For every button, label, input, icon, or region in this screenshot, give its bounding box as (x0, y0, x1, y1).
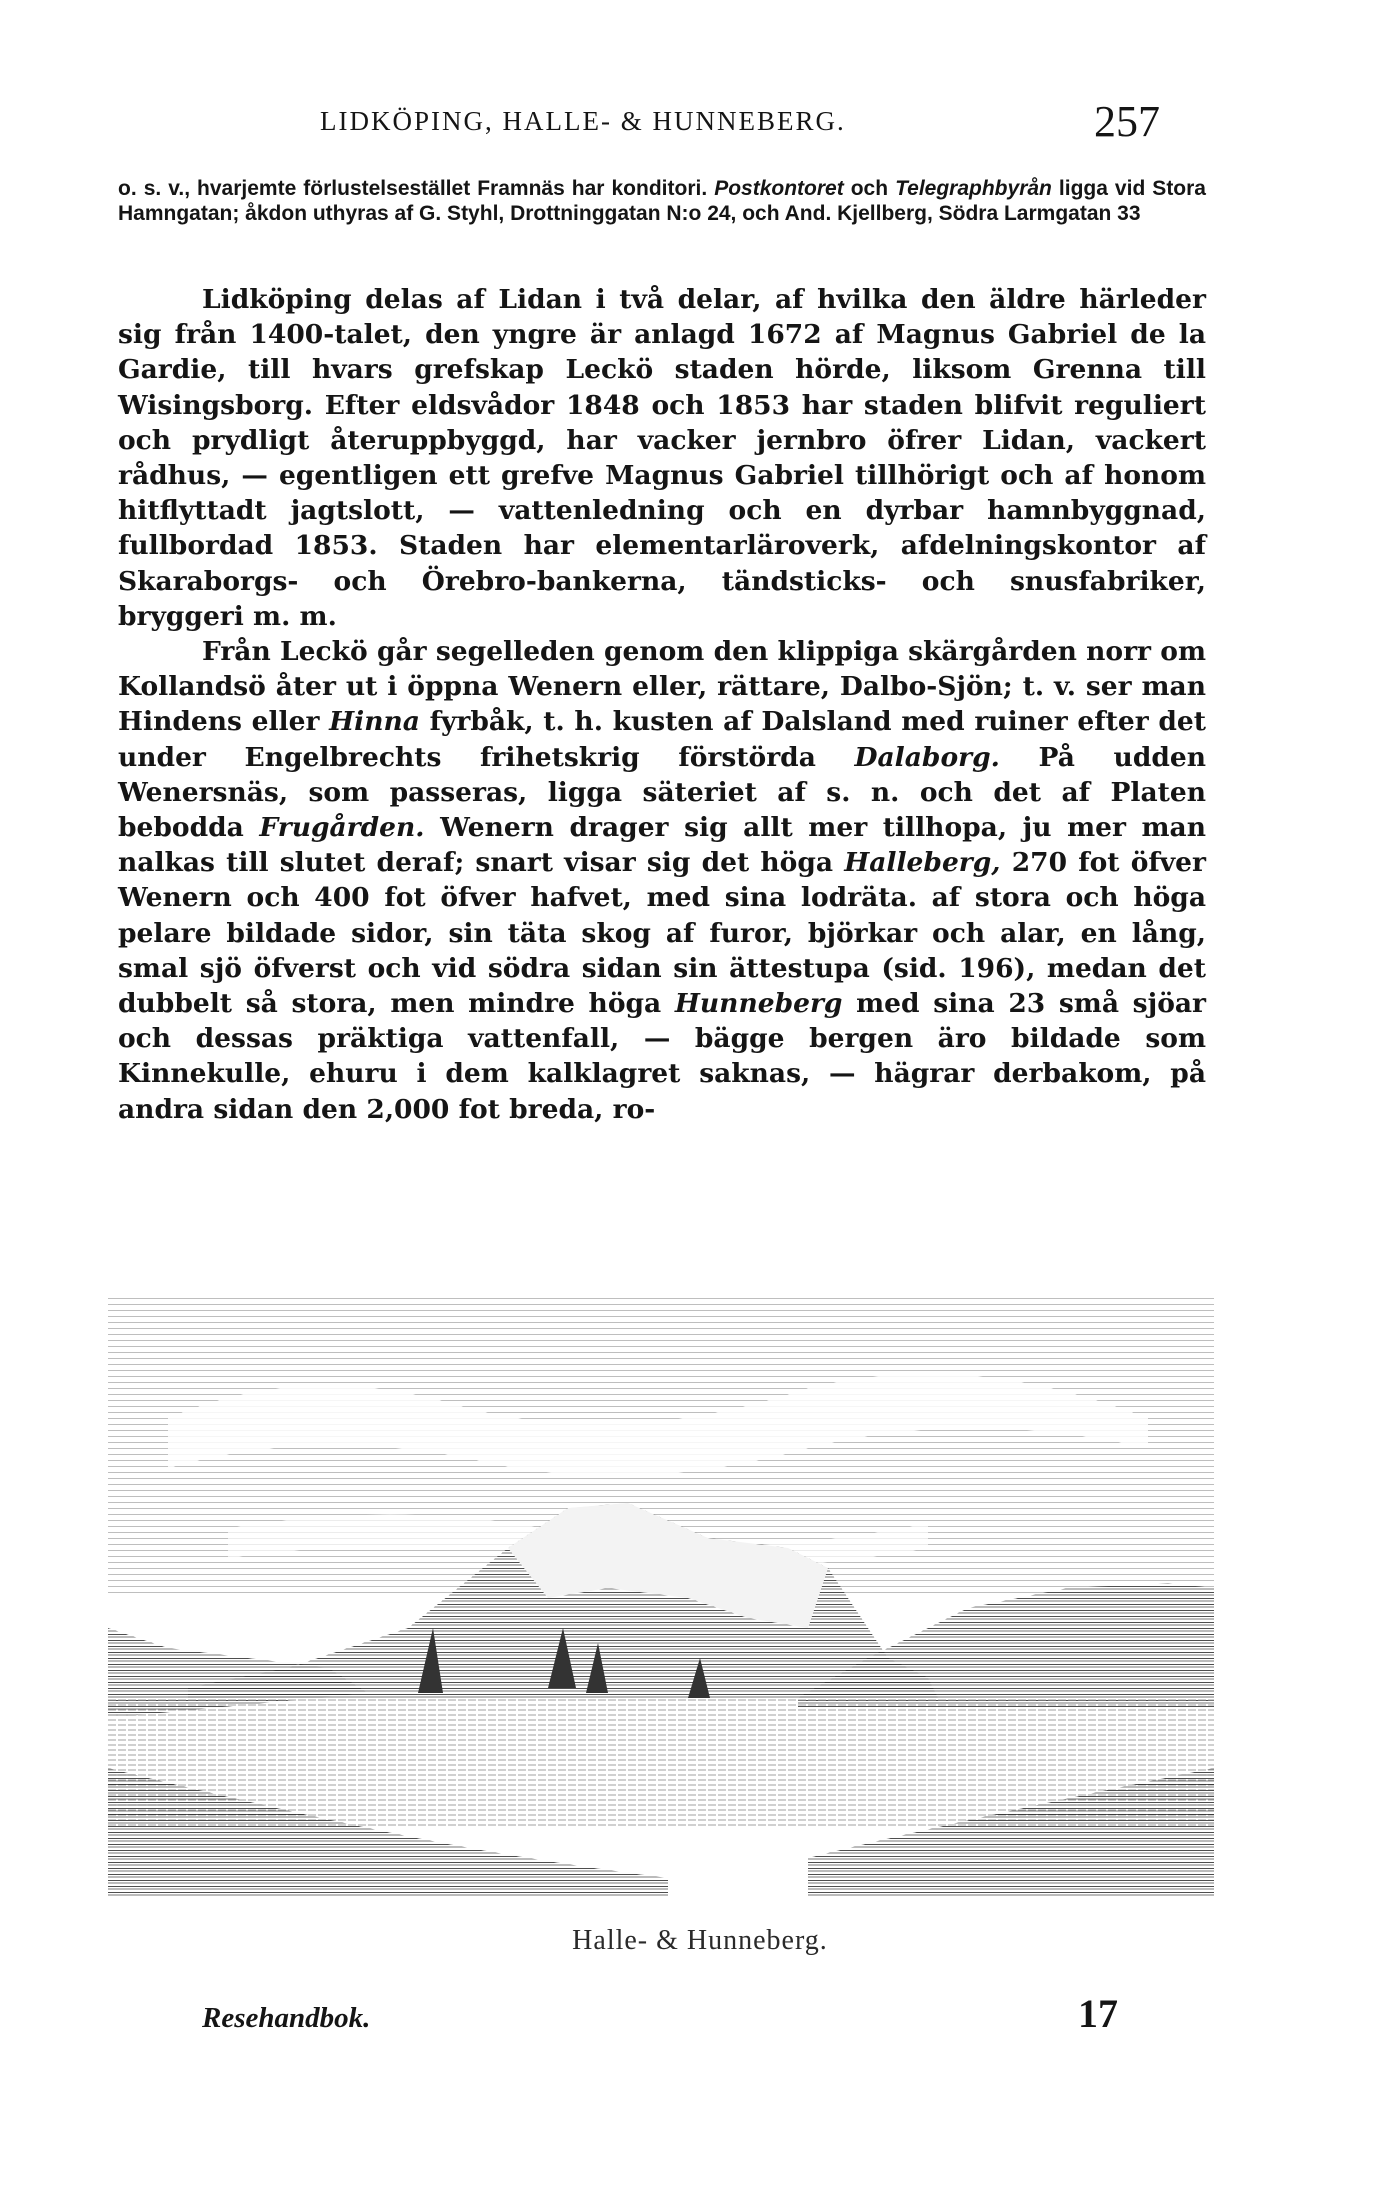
p2-s4: Wenern drager sig allt mer tillhopa, ju mer man nalkas till slutet deraf; snart visar sig det höga (118, 812, 1206, 879)
footer-signature: 17 (1078, 1991, 1118, 2036)
p2-s3: På udden Wenersnäs, som passeras, ligga säteriet af s. n. och det af Platen bebodda (118, 741, 1206, 844)
p2-halleberg: Halleberg, (844, 847, 1001, 879)
intro-post-office: Postkontoret (714, 177, 844, 200)
p2-frugarden: Frugården. (259, 812, 425, 844)
footer-book-title: Resehandbok. (202, 2002, 371, 2034)
figure-caption: Halle- & Hunneberg. (572, 1925, 828, 1956)
intro-telegraph: Telegraphbyrån (895, 177, 1052, 200)
p2-hinna: Hinna (329, 706, 420, 738)
landscape-engraving (108, 1298, 1214, 1898)
paragraph-lecko (118, 634, 1206, 1127)
intro-text (118, 176, 1206, 226)
p2-s5: 270 fot öfver Wenern och 400 fot öfver hafvet, med sina lodräta. af stora och höga pelare bildade sidor, sin täta skog af furor, björkar och alar, en lång, smal sjö öfverst och vid södra sidan sin ättestupa (sid. 196), medan det dubbelt så stora, men mindre höga (118, 847, 1207, 1020)
intro-part3: ligga vid Stora Hamngatan; åkdon uthyras af G. Styhl, Drottninggatan N:o 24, och And. Kjellberg, Södra Larmgatan 33 (118, 177, 1206, 225)
paragraph-lidkoping: Lidköping delas af Lidan i två delar, af hvilka den äldre härleder sig från 1400-talet, den yngre är anlagd 1672 af Magnus Gabriel de la Gardie, till hvars grefskap Leckö staden hörde, liksom Grenna till Wisingsborg. Efter eldsvådor 1848 och 1853 har staden blifvit reguliert och prydligt återuppbyggd, har vacker jernbro öfrer Lidan, vackert rådhus, — egentligen ett grefve Magnus Gabriel tillhörigt och af honom hitflyttadt jagtslott, — vattenledning och en dyrbar hamnbyggnad, fullbordad 1853. Staden har elementarläroverk, afdelningskontor af Skaraborgs- och Örebro-bankerna, tändsticks- och snusfabriker, bryggeri m. m. (118, 284, 1206, 632)
running-header (320, 96, 1160, 146)
body-text (118, 282, 1206, 1127)
header-title: LIDKÖPING, HALLE- & HUNNEBERG. (320, 106, 846, 136)
intro-part1: o. s. v., hvarjemte förlustelsestället Framnäs har konditori. (118, 177, 715, 200)
engraving-halle-hunneberg (108, 1298, 1214, 1898)
page-number: 257 (1094, 97, 1160, 146)
p2-s1: Från Leckö går segelleden genom den klippiga skärgården norr om Kollandsö åter ut i öppna Wenern eller, rättare, Dalbo-Sjön; t. v. ser man Hindens eller (118, 636, 1206, 738)
p2-s2: fyrbåk, t. h. kusten af Dalsland med ruiner efter det under Engelbrechts frihetskrig förstörda (118, 706, 1207, 773)
p2-dalaborg: Dalaborg. (854, 741, 1000, 773)
p2-s6: med sina 23 små sjöar och dessas präktiga vattenfall, — bägge bergen äro bildade som Kinnekulle, ehuru i dem kalklagret saknas, — hägrar derbakom, på andra sidan den 2,000 fot breda, ro- (118, 988, 1206, 1125)
intro-part2: och (843, 177, 896, 200)
p2-hunneberg: Hunneberg (674, 988, 843, 1020)
